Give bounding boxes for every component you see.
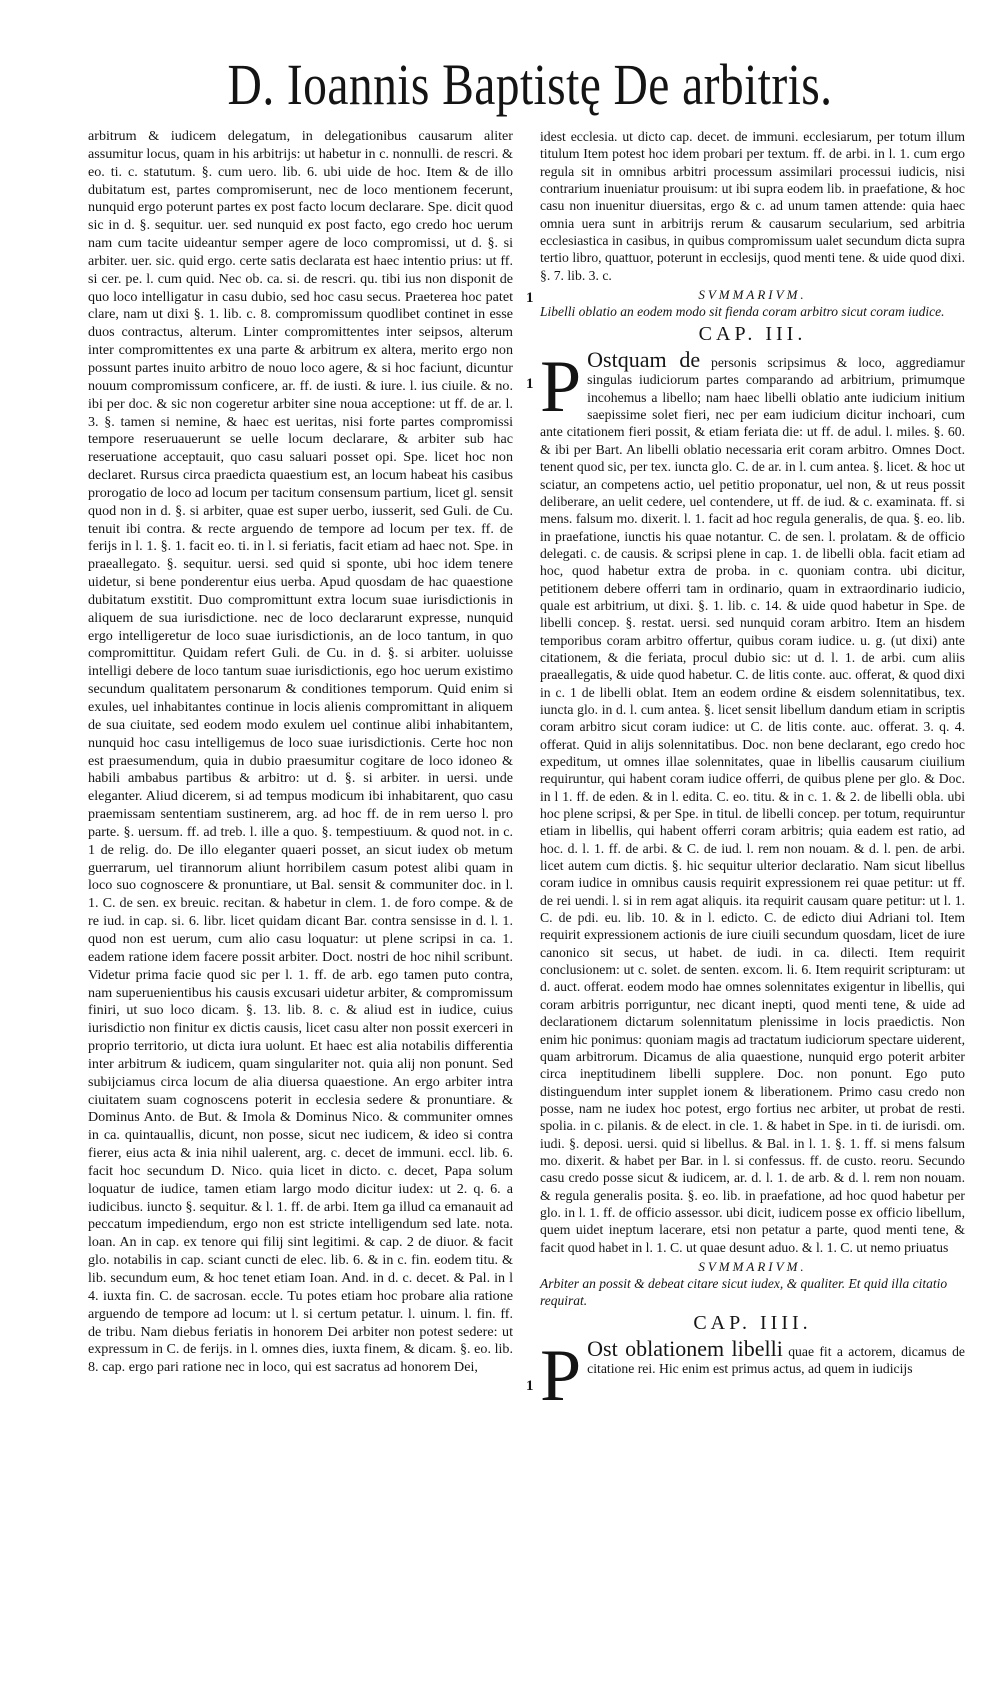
running-title: D. Ioannis Baptistę De arbitris.	[227, 52, 833, 117]
right-column	[540, 128, 966, 1417]
left-column	[88, 128, 513, 1377]
chapter-lead-words: Ostquam de	[587, 347, 701, 373]
summary-text: Arbiter an possit & debeat citare sicut iudex, & qualiter. Et quid illa citatio requirat.	[540, 1275, 948, 1308]
drop-cap-initial: P	[540, 1334, 582, 1417]
chapter-body: quae fit a actorem, dicamus de citatione rei. Hic enim est primus actus, ad quem in iudicijs	[587, 1343, 966, 1377]
chapter-heading: CAP. IIII.	[693, 1311, 812, 1334]
margin-marker: 1	[526, 1378, 534, 1394]
margin-marker: 1	[526, 290, 534, 306]
chapter-lead-words: Ost oblationem libelli	[587, 1335, 783, 1361]
left-column-text: arbitrum & iudicem delegatum, in delegationibus causarum aliter assumitur locus, quam in his arbitrijs: ut habetur in c. nonnulli. de rescri. & eo. ti. c. statutum. §. cum uero. lib. 6. ubi uide de hoc. Item & de illo dubitatum est, partes compromiserunt, nec de loco mentionem fecerunt, nunquid ergo poterunt partes ex post facto locum declarare. Spe. dicit quod sic in d. §. sequitur. uer. sed nunquid ex post facto, ego credo hoc uerum nam cum tacite uideantur semper agere de loco compromissi, ut d. §. si arbiter. uer. sic. quid ergo. certe satis declarata est haec intentio prius: ut ff. si cer. pe. l. cum quid. Nec ob. ca. si. de rescri. qu. tibi ius non disponit de quo loco intelligatur in casu dubio, sed hoc casu secus. Praeterea hoc patet clare, nam ut dixi §. 1. lib. c. 8. compromissum quodlibet continet in esse duos contractus, alterum. Linter compromittentes inter seipsos, alterum inter compromittentes ex una parte & arbitrum ex altera, merito ergo non possunt partes inuito arbitro de nouo loco agere, & si hoc faciunt, dicuntur nouum compromissum conficere, ar. ff. de iusti. & iure. l. ius ciuile. & no. ibi per doc. & sic non cogeretur arbiter sine noua acceptione: ut ff. de ar. l. 3. §. tamen si nemine, & haec est ueritas, nisi forte partes compromissi tempore reseruauerunt se uelle locum declarare, & arbiter sub hac reseruatione acceptauit, quo casu saluari posset opi. Spe. licet hoc non declaret. Rursus circa praedicta quaestium est, an locum habeat his casibus prorogatio de loco ad locum per tacitum consensum partium, licet gl. sensit quod non in d. §. si arbiter, quae est super uerbo, iusserit, sed Guli. de Cu. tenuit ibi contra. & recte arguendo de tempore ad locum per tex. ff. de ferijs in l. 1. §. 1. facit eo. ti. in l. si feriatis, facit etiam ad haec not. Spe. in praeallegato. §. sequitur. uersi. sed quid si sponte, ubi hoc idem tenere uidetur, si bene ponderentur eius uerba. Apud quosdam de hac quaestione dubitatum exstitit. Duo compromittunt extra locum suae iurisdictionis in aliquem de sua iurisdictione. nec de loco declararunt expresse, nunquid ergo intelligeretur de loco suae iurisdictionis, an de loco tantum, in quo compromittitur. Quidam refert Guli. de Cu. in d. §. si arbiter. uoluisse intelligi debere de loco tantum suae iurisdictionis, ego hoc uerum existimo secundum qualitatem personarum & conditiones temporum. Quid enim si exules, uel inhabitantes continue in locis alienis compromittant in aliquem de sua ciuitate, sed eodem modo exulem uel continue alibi inhabitantem, nunquid hoc casu intelligemus de loco suae iurisdictionis. Certe hoc non est praesumendum, quia in dubio praesumitur cogitare de loco idoneo & habili ambabus partibus & arbitro: ut d. §. si arbiter. in uersi. unde eleganter. Aliud dicerem, si ad tempus modicum ibi inhabitarent, quo casu praemissam sententiam sustinerem, arg. ad hoc ff. de in rem uerso l. pro parte. §. uersum. ff. ad treb. l. ille a quo. §. tempestiuum. & quod not. in c. 1 de relig. do. De illo eleganter quaeri posset, an sicut iudex ob metum guerrarum, uel tirannorum aliunt horribilem casum potest alibi quam in loco suo cognoscere & pronuntiare, ut Bal. sensit & communiter doc. in l. 1. C. de sen. ex breuic. recitan. & habetur in clem. 1. de foro compe. & de re iud. in cap. si. 6. libr. licet quidam dicant Bar. contra sensisse in d. l. 1. quod non est uerum, cum alio casu loquatur: ut plene scripsi in ca. 1. eadem ratione idem facere possit arbiter. Doct. nostri de hoc nihil scribunt. Videtur prima facie quod sic per l. 1. ff. de arb. ego tamen puto contra, nam superuenientibus his causis excusari uidetur arbiter, & compromissum finiri, ut suo loco dicam. §. 13. lib. 8. c. & aliud est in iudice, cuius iurisdictio non finitur ex dictis causis, licet casu alter non possit exerceri in proprio territorio, ut dicta iura uolunt. Et haec est alia notabilis differentia inter arbitrum & iudicem, quam singulariter not. quia alij non ponunt. Sed subijciamus circa locum de alia diuersa quaestione. An ergo arbiter intra ciuitatem suam cognoscens poterit in ecclesia sedere & pronuntiare. & Dominus Anto. de But. & Imola & Dominus Nico. & communiter omnes in ca. quintauallis, dicunt, non posse, sicut nec iudicem, & ideo si contra fierer, eius acta & inia nihil ualerent, arg. c. decet de immuni. eccl. lib. 6. facit hoc secundum D. Nico. quia licet in dicto. c. decet, Papa solum loquatur de iudice, tamen etiam largo modo dicitur iudex: ut 2. q. 6. a iudicibus. iuncto §. sequitur. & l. 1. ff. de arbi. Item ga illud ca emanauit ad peccatum impediendum, ergo non est stricte intelligendum sed late. nota. loan. An in cap. ex tenore qui filij sint legitimi. & cap. 2 de diuor. & facit glo. notabilis in cap. sciant cuncti de elec. lib. 6. & in c. fin. eodem titu. & lib. secundum eum, & hoc tenet etiam Ioan. And. in d. c. decet. & Pal. in l 4. iuxta fin. C. de sacrosan. eccle. Tu potes etiam hoc probare alia ratione arguendo de tempore ad locum: ut l. si certum petatur. l. uinum. l. fin. ff. de tribu. Nam diebus feriatis in honorem Dei arbiter non potest sedere: ut expressum in C. de ferijs. in l. omnes dies, iuxta finem, & dicam. §. eo. lib. 8. cap. ergo pari ratione nec in loco, qui est sacratus ad honorem Dei,	[88, 128, 513, 1376]
chapter-body: personis scripsimus & loco, aggrediamur singulas iudiciorum partes comparando ad arbitrium, primumque incohemus a libello; nam haec libelli oblatio ante iudicium initium saepissime solet fieri, nec per eam iudicium dicitur inchoari, cum ante citationem fieri possit, & etiam feriata die: ut ff. de adul. l. miles. §. 60. & ibi per Bart. An libelli oblatio necessaria erit coram arbitro. Omnes Doct. tenent quod sic, per tex. iuncta glo. C. de ar. in l. cum antea. §. licet. & hoc ut sciatur, an competens actio, uel petitio proponatur, uel non, & ut reus possit deliberare, an uelit cedere, uel contendere, ut ff. de iud. & c. examinata. ff. si mens. falsum mo. dixerit. l. 1. facit ad hoc regula generalis, de qua. §. eo. lib. in praefatione, iunctis his quae notantur. C. de sen. l. prolatam. & de officio delegati. c. de causis. & scripsi plene in cap. 1. de libelli obla. facit etiam ad hoc, quod habetur extra de proba. in c. quoniam contra. ubi dicitur, petitionem debere offerri tam in ordinario, quam in extraordinario iudicio, quale est arbitrium, ut dixi. §. 1. lib. c. 14. & uide quod habetur in Spe. de libelli concep. §. restat. uersi. sed nunquid coram arbitro. Item an hisdem temporibus coram arbitro offertur, quibus coram iudice. u. g. (ut dixi) ante citationem, & die feriata, procul dubio sic: ut d. l. 1. de arbi. cum aliis praeallegatis, & uide quod habetur. C. de litis conte. auc. offerat, & quod dixi in c. 1 de libelli oblat. Item an eodem ordine & eisdem solennitatibus, tex. iuncta glo. in d. l. cum antea. §. licet sensit libellum dandum etiam in scriptis coram arbitro sicut coram iudice: ut C. de litis conte. auc. offerat. 3. q. 4. offerat. Quid in alijs solennitatibus. Doc. non bene declarant, ego credo hoc expeditum, ut omnes illae solennitates, quae in libellis causarum ciuilium requiruntur, qui habent coram iudice offerri, de quibus plene per glo. & Doc. in l 1. ff. de eden. & in l. edita. C. eo. titu. & in c. 1. & 2. de libelli obla. ubi hoc plene scripsi, & per Spe. in titul. de libelli concep. per totum, requiruntur etiam in libellis, qui habent offerri coram arbitris; quia eadem est ratio, ad hoc. d. l. 1. ff. de arbi. & C. de iud. l. rem non nouam. & d. l. pen. de arbi. licet autem cum dictis. §. hic sequitur ulterior declaratio. Nam sicut libellus coram iudice in omnibus causis requirit expressionem rei quae petitur: ut ff. de rei uendi. l. si in rem agat aliquis. ita requirit causam quare petitur: ut l. 1. C. de pdi. eu. lib. 10. & in l. edicto. C. de edicto diui Adriani tol. Item requirit expressionem actionis de iure ciuili secundum quosdam, licet de iure canonico sit secus, ut habet. de iudi. in ca. dilecti. Item requirit conclusionem: ut c. solet. de senten. excom. li. 6. Item requirit scripturam: ut d. auct. offerat. eodem modo hae omnes solennitates exigentur in libellis, qui coram arbitris porriguntur, nec dicant inepti, quod menti tene, & uide ad declarationem dictarum solennitatum plenissime in locis praedictis. Non enim hic ponimus: quoniam magis ad tractatum iudiciorum spectare uiderent, quam arbitrorum. Dicamus de alia quaestione, nunquid ergo poterit arbiter circa ineptitudinem libelli supplere. Doc. non ponunt. Ego puto distinguendum inter supplet ionem & liberationem. Primo casu credo non posse, nam ne iudex hoc potest, ergo fortius nec arbiter, ut probat de resti. spolia. in c. pilanis. & de elect. in cle. 1. & habet in Spe. in ti. de iurisdi. om. iudi. §. deposi. uersi. quid si libellus. & Bal. in l. 1. §. 1. ff. si mens falsum mo. dixerit. & habet per Bar. in l. si confessus. ff. de custo. reoru. Secundo casu credo posse sicut & iudicem, ar. d. l. 1. de arb. & d. l. rem non nouam. & regula generalis posita. §. eo. lib. in praefatione, ad hoc quod habetur per glo. in l. 1. ff. de officio assessor. ubi dicit, iudicem posse ex officio libellum, quem uidet ineptum lacerare, etsi non petatur a parte, quod menti tene, & facit quod habet in l. 1. C. ut quae desunt aduo. & l. 1. C. ut nemo priuatus	[540, 355, 965, 1255]
chapter-paragraph	[540, 346, 965, 1256]
margin-marker: 1	[526, 376, 534, 392]
summary-text: Libelli oblatio an eodem modo sit fienda coram arbitro sicut coram iudice.	[540, 304, 945, 320]
right-column-text-top: idest ecclesia. ut dicto cap. decet. de immuni. ecclesiarum, per totum illum titulum Item potest hoc idem probari per textum. ff. de arbi. in l. 1. cum ergo regula sit in omnibus arbitri processum assimilari processui iudicis, nisi contrarium inueniatur prouisum: ut ibi supra eodem lib. in praefatione, & hoc casu non inuenitur diuersitas, ergo & c. ad unum tamen attende: quia haec omnia uera sunt in arbitrijs rerum & causarum secularium, sed arbitria ecclesiastica in casibus, in quibus compromissum ualet secundum dicta supra tertio libro, quattuor, poterunt in ecclesijs, quod menti tene. & uide quod dixi. §. 7. lib. 3. c.	[540, 129, 965, 283]
chapter-paragraph	[540, 1334, 966, 1417]
summary-heading: SVMMARIVM.	[698, 287, 807, 303]
summary-heading: SVMMARIVM.	[698, 1258, 807, 1274]
chapter-heading: CAP. III.	[698, 323, 807, 346]
drop-cap-initial: P	[540, 346, 582, 429]
